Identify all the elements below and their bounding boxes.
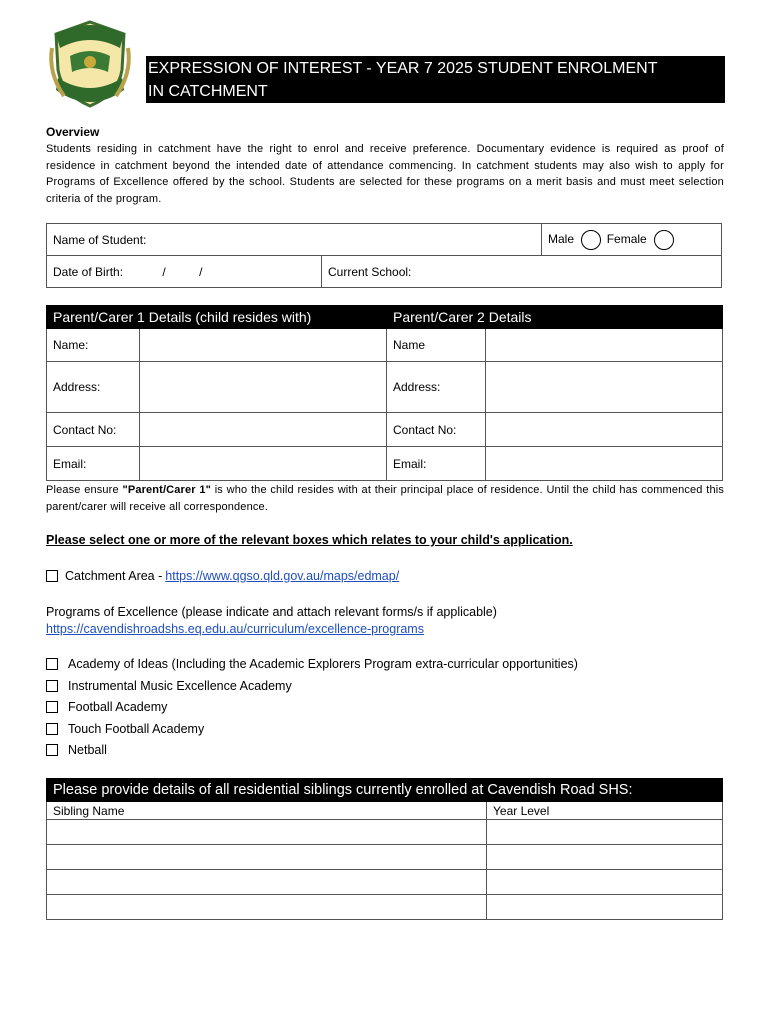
dob-separator: / <box>162 264 166 279</box>
male-radio[interactable] <box>581 230 601 250</box>
parent2-name-label: Name <box>387 329 486 362</box>
parent-details-table <box>46 305 723 481</box>
parent2-contact-input[interactable] <box>486 413 723 447</box>
catchment-label: Catchment Area - <box>65 569 163 583</box>
program-label: Touch Football Academy <box>68 722 205 736</box>
selection-heading: Please select one or more of the relevant boxes which relates to your child's application. <box>46 533 573 547</box>
catchment-option <box>46 569 399 583</box>
table-row <box>47 895 723 920</box>
programs-text: Programs of Excellence (please indicate and attach relevant forms/s if applicable) <box>46 605 497 619</box>
sibling-name-column: Sibling Name <box>47 802 487 820</box>
parent1-contact-input[interactable] <box>140 413 387 447</box>
parent1-name-label: Name: <box>47 329 140 362</box>
note-prefix: Please ensure <box>46 484 123 496</box>
program-option <box>46 657 578 671</box>
student-name-label: Name of Student: <box>53 232 147 247</box>
program-option <box>46 722 204 736</box>
parent1-address-input[interactable] <box>140 362 387 413</box>
sibling-name-input[interactable] <box>47 895 487 920</box>
parent2-contact-label: Contact No: <box>387 413 486 447</box>
form-title-line2: IN CATCHMENT <box>148 83 268 100</box>
parent1-contact-label: Contact No: <box>47 413 140 447</box>
overview-heading: Overview <box>46 125 100 139</box>
program-checkbox[interactable] <box>46 701 58 713</box>
form-title <box>146 56 725 103</box>
siblings-header: Please provide details of all residential siblings currently enrolled at Cavendish Road SHS: <box>47 779 723 802</box>
year-level-input[interactable] <box>487 820 723 845</box>
siblings-table <box>46 778 723 920</box>
parent2-address-label: Address: <box>387 362 486 413</box>
program-option <box>46 679 292 693</box>
catchment-checkbox[interactable] <box>46 570 58 582</box>
student-details-table <box>46 223 722 288</box>
note-suffix: is who the child resides with at their principal place of residence. Until the child has commenced this parent/carer will receive all correspondence. <box>46 484 724 513</box>
school-crest-icon <box>44 18 136 110</box>
gender-field <box>542 224 722 256</box>
program-checkbox[interactable] <box>46 723 58 735</box>
program-label: Football Academy <box>68 700 168 714</box>
table-row <box>47 845 723 870</box>
parent-note <box>46 482 724 515</box>
table-row <box>47 820 723 845</box>
parent1-email-input[interactable] <box>140 447 387 481</box>
table-row <box>47 870 723 895</box>
program-label: Instrumental Music Excellence Academy <box>68 679 292 693</box>
parent1-name-input[interactable] <box>140 329 387 362</box>
year-level-input[interactable] <box>487 895 723 920</box>
program-option <box>46 700 167 714</box>
female-label: Female <box>606 231 647 246</box>
current-school-label: Current School: <box>328 264 412 279</box>
overview-text: Students residing in catchment have the right to enrol and receive preference. Documentary evidence is required as proof of residence in catchment beyond the intended date of attendance commencing. In catchment students may also wish to apply for Programs of Excellence offered by the school. Students are selected for these programs on a merit basis and must meet selection criteria of the program. <box>46 143 724 205</box>
program-checkbox[interactable] <box>46 658 58 670</box>
parent2-name-input[interactable] <box>486 329 723 362</box>
program-option <box>46 743 107 757</box>
note-emphasis: "Parent/Carer 1" <box>122 484 211 496</box>
program-label: Netball <box>68 743 107 757</box>
dob-field[interactable] <box>47 256 322 288</box>
parent2-address-input[interactable] <box>486 362 723 413</box>
current-school-field[interactable] <box>322 256 722 288</box>
school-crest <box>44 18 136 110</box>
program-checkbox[interactable] <box>46 744 58 756</box>
dob-separator: / <box>199 264 203 279</box>
parent1-email-label: Email: <box>47 447 140 481</box>
male-label: Male <box>548 231 575 246</box>
year-level-column: Year Level <box>487 802 723 820</box>
year-level-input[interactable] <box>487 845 723 870</box>
form-title-line1: EXPRESSION OF INTEREST - YEAR 7 2025 STUDENT ENROLMENT <box>148 60 658 77</box>
programs-link[interactable]: https://cavendishroadshs.eq.edu.au/curriculum/excellence-programs <box>46 622 424 636</box>
parent1-header: Parent/Carer 1 Details (child resides with) <box>47 306 387 329</box>
dob-label: Date of Birth: <box>53 264 124 279</box>
female-radio[interactable] <box>654 230 674 250</box>
program-label: Academy of Ideas (Including the Academic Explorers Program extra-curricular opportunities) <box>68 657 578 671</box>
sibling-name-input[interactable] <box>47 820 487 845</box>
parent2-email-label: Email: <box>387 447 486 481</box>
year-level-input[interactable] <box>487 870 723 895</box>
catchment-map-link[interactable]: https://www.qgso.qld.gov.au/maps/edmap/ <box>165 569 400 583</box>
student-name-field[interactable] <box>47 224 542 256</box>
sibling-name-input[interactable] <box>47 870 487 895</box>
programs-intro <box>46 604 497 638</box>
program-checkbox[interactable] <box>46 680 58 692</box>
parent2-header: Parent/Carer 2 Details <box>387 306 723 329</box>
sibling-name-input[interactable] <box>47 845 487 870</box>
parent2-email-input[interactable] <box>486 447 723 481</box>
parent1-address-label: Address: <box>47 362 140 413</box>
